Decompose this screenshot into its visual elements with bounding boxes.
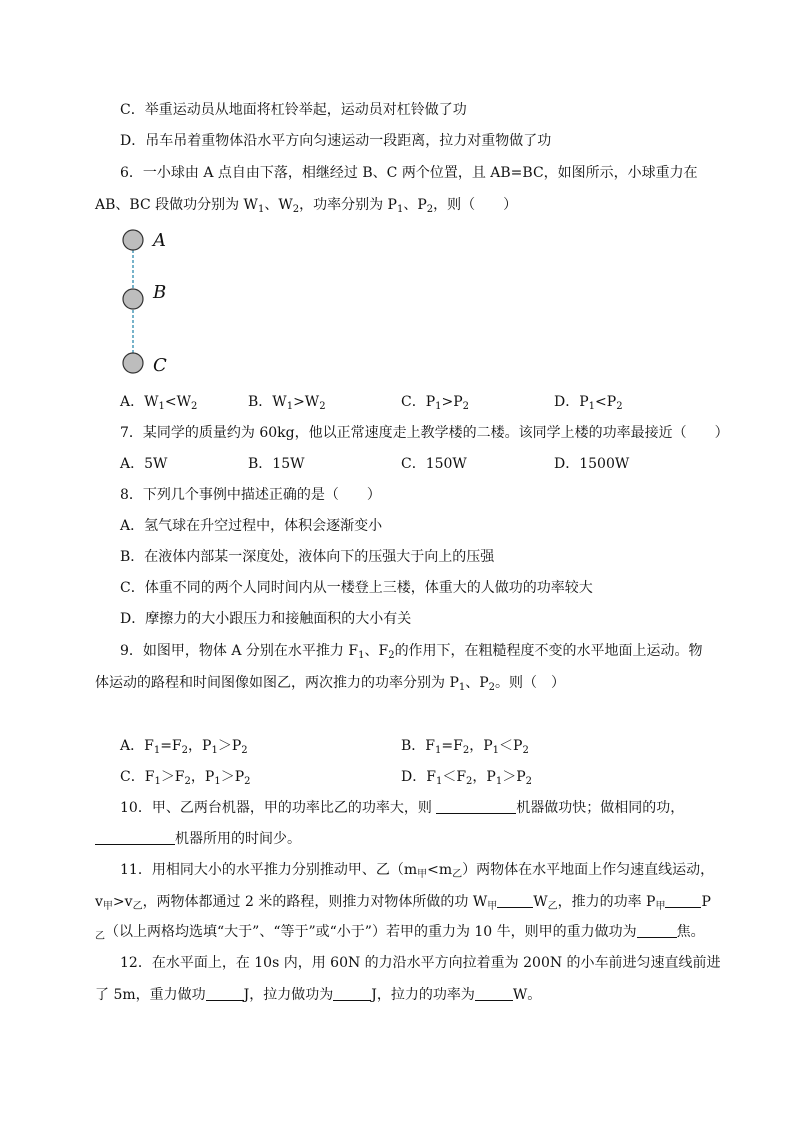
label-c: C [153,355,167,376]
q10-stem-line2: 机器所用的时间少。 [95,829,301,849]
ball-b [123,289,143,309]
q6-stem-line1: 6．一小球由 A 点自由下落，相继经过 B、C 两个位置，且 AB=BC，如图所示，小球重力在 [120,165,698,181]
q9-option-a: A．$F_1=F_2$，$P_1>P_2$ [120,738,248,756]
q8-option-a: A．氢气球在升空过程中，体积会逐渐变小 [120,518,383,534]
ball-a [123,230,143,250]
q10-stem-line1: 10．甲、乙两台机器，甲的功率比乙的功率大，则 机器做功快；做相同的功， [120,800,685,816]
q7-stem: 7．某同学的质量约为 60kg，他以正常速度走上教学楼的二楼。该同学上楼的功率最接近（ ） [120,425,729,441]
answer-blank[interactable] [665,893,701,908]
q11-stem-line3: $_乙$（以上两格均选填“大于”、“等于”或“小于”）若甲的重力为 10 牛，则甲的重力做功为 焦。 [95,924,705,942]
q11-stem-line1: 11．用相同大小的水平推力分别推动甲、乙$(m_甲<m_乙)$两物体在水平地面上作匀速直线运动， [120,862,715,880]
q6-option-a: A．$W_1<W_2$ [120,394,198,412]
q12-stem-line1: 12．在水平面上，在 10s 内，用 60N 的力沿水平方向拉着重为 200N 的小车前进匀速直线前进 [120,955,721,971]
q6-option-b: B．$W_1>W_2$ [248,394,326,412]
answer-blank[interactable] [637,923,677,938]
q6-stem-line2: AB、BC 段做功分别为 $W_1$、$W_2$，功率分别为 $P_1$、$P_2$，则（ ） [95,197,518,215]
q6-option-d: D．$P_1<P_2$ [554,394,623,412]
q8-option-b: B．在液体内部某一深度处，液体向下的压强大于向上的压强 [120,549,495,565]
ball-c [123,353,143,373]
q8-option-d: D．摩擦力的大小跟压力和接触面积的大小有关 [120,611,412,627]
label-a: A [153,230,166,251]
q9-option-d: D．$F_1<F_2$，$P_1>P_2$ [401,769,533,787]
q7-option-a: A．5W [120,456,168,472]
answer-blank[interactable] [333,986,371,1001]
q9-option-c: C．$F_1>F_2$，$P_1>P_2$ [120,769,251,787]
q12-stem-line2: 了 5m，重力做功 J，拉力做功为 J，拉力的功率为 W。 [95,987,542,1003]
answer-blank[interactable] [475,986,513,1001]
label-b: B [153,282,167,303]
q9-option-b: B．$F_1=F_2$，$P_1<P_2$ [401,738,529,756]
q9-stem-line1: 9．如图甲，物体 A 分别在水平推力 $F_1$、$F_2$的作用下，在粗糙程度不变的水平地面上运动。物 [120,643,703,661]
q8-stem: 8．下列几个事例中描述正确的是（ ） [120,487,381,503]
falling-ball-figure [115,222,195,382]
q5-option-c: C．举重运动员从地面将杠铃举起，运动员对杠铃做了功 [120,102,467,118]
q7-option-d: D．1500W [554,456,630,472]
q7-option-b: B．15W [248,456,305,472]
q8-option-c: C．体重不同的两个人同时间内从一楼登上三楼，体重大的人做功的功率较大 [120,580,593,596]
answer-blank[interactable] [497,893,533,908]
q7-option-c: C．150W [401,456,467,472]
q11-stem-line2: $v_甲>v_乙$，两物体都通过 2 米的路程，则推力对物体所做的功 $W_甲$ $W_乙$，推力的功率 $P_甲$ P [95,894,711,912]
q9-stem-line2: 体运动的路程和时间图像如图乙，两次推力的功率分别为 $P_1$、$P_2$。则（ ） [95,675,566,693]
answer-blank[interactable] [436,799,516,814]
q5-option-d: D．吊车吊着重物体沿水平方向匀速运动一段距离，拉力对重物做了功 [120,133,552,149]
q6-option-c: C．$P_1>P_2$ [401,394,470,412]
answer-blank[interactable] [95,830,175,845]
answer-blank[interactable] [206,986,244,1001]
